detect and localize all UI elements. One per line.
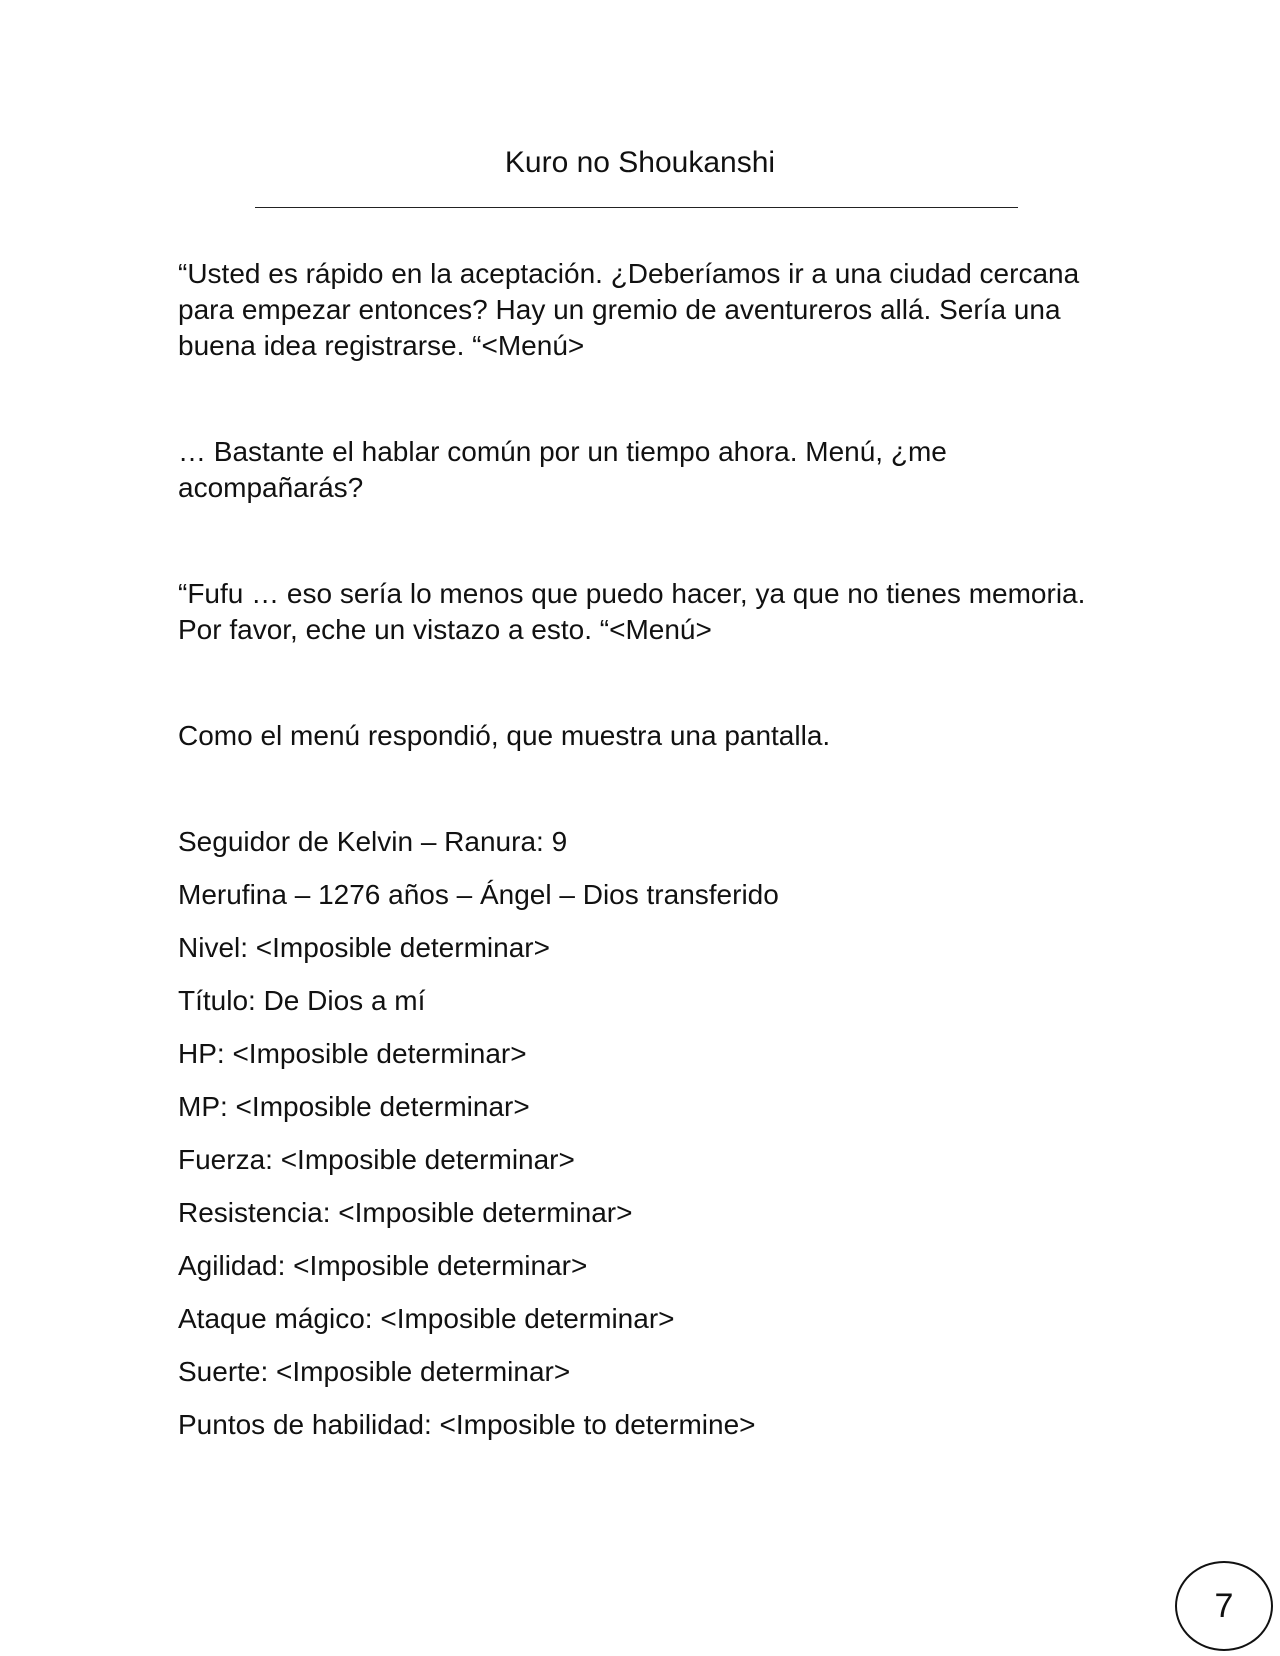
status-line-agility: Agilidad: <Imposible determinar> <box>178 1250 588 1281</box>
status-line-strength: Fuerza: <Imposible determinar> <box>178 1144 575 1175</box>
status-line-mp: MP: <Imposible determinar> <box>178 1091 530 1122</box>
status-line-luck: Suerte: <Imposible determinar> <box>178 1356 571 1387</box>
status-screen-list <box>178 824 1098 1460</box>
status-line-magic-attack: Ataque mágico: <Imposible determinar> <box>178 1303 675 1334</box>
paragraph-3: “Fufu … eso sería lo menos que puedo hacer, ya que no tienes memoria. Por favor, eche un vistazo a esto. “<Menú> <box>178 578 1086 645</box>
paragraph-1: “Usted es rápido en la aceptación. ¿Deberíamos ir a una ciudad cercana para empezar entonces? Hay un gremio de aventureros allá. Sería una buena idea registrarse. “<Menú> <box>178 258 1080 361</box>
page-number-badge: 7 <box>1175 1561 1273 1651</box>
status-line-title: Título: De Dios a mí <box>178 985 426 1016</box>
header-divider <box>255 207 1018 208</box>
running-header-title: Kuro no Shoukanshi <box>504 146 776 179</box>
status-line-skill-points: Puntos de habilidad: <Imposible to determine> <box>178 1409 756 1440</box>
status-line-level: Nivel: <Imposible determinar> <box>178 932 550 963</box>
paragraph-4: Como el menú respondió, que muestra una pantalla. <box>178 720 831 751</box>
status-line-identity: Merufina – 1276 años – Ángel – Dios transferido <box>178 879 779 910</box>
status-line-hp: HP: <Imposible determinar> <box>178 1038 527 1069</box>
paragraph-2: … Bastante el hablar común por un tiempo ahora. Menú, ¿me acompañarás? <box>178 436 947 503</box>
status-line-follower: Seguidor de Kelvin – Ranura: 9 <box>178 826 568 857</box>
status-line-resistance: Resistencia: <Imposible determinar> <box>178 1197 633 1228</box>
